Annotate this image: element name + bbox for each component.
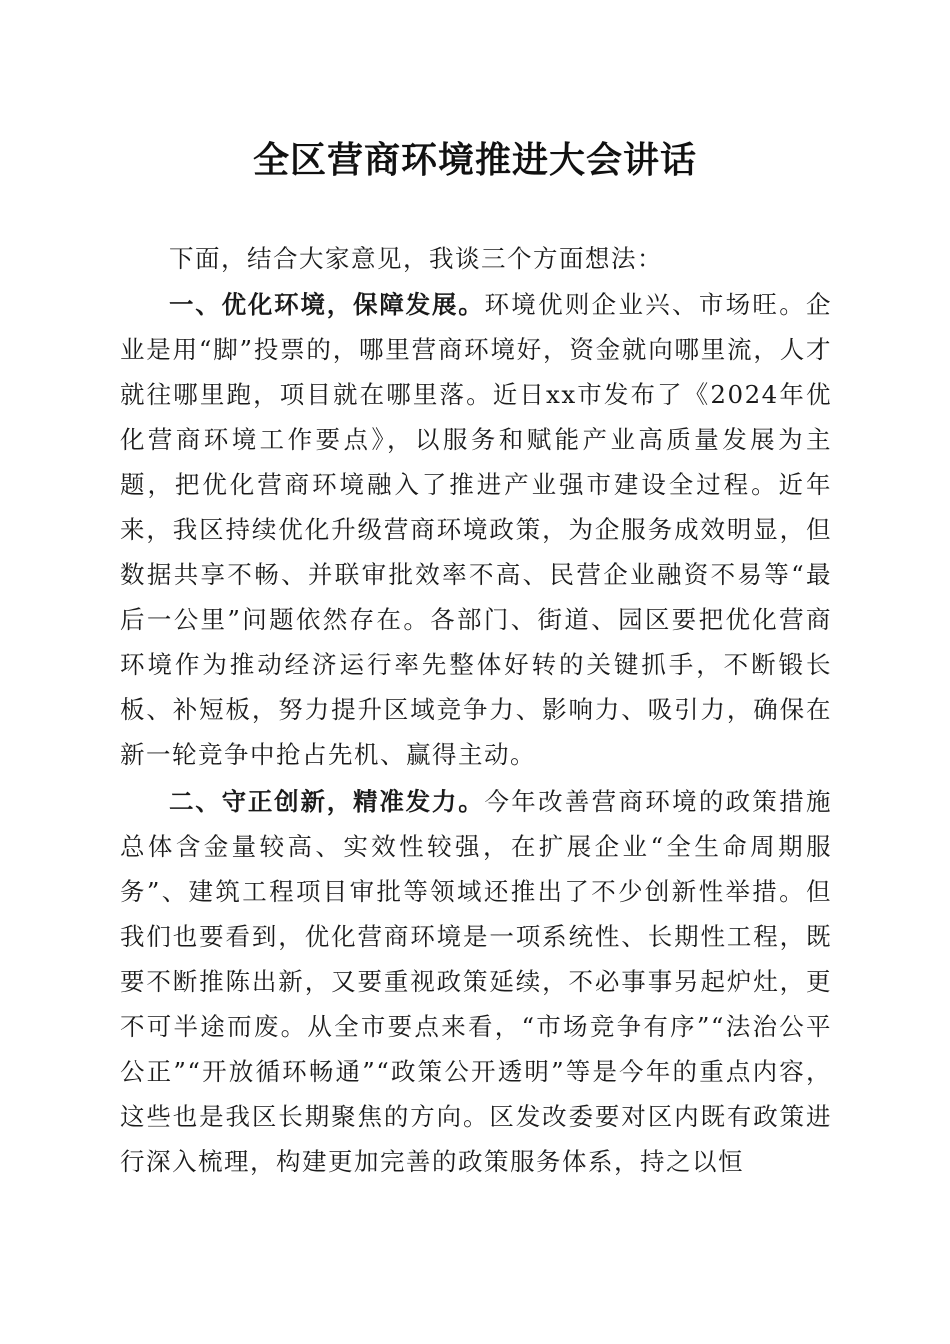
- paragraph-section-2: [120, 779, 832, 1184]
- paragraph-intro: [120, 236, 832, 281]
- paragraph-text: 今年改善营商环境的政策措施总体含金量较高、实效性较强，在扩展企业“全生命周期服务”、建筑工程项目审批等领域还推出了不少创新性举措。但我们也要看到，优化营商环境是一项系统性、长期性工程，既要不断推陈出新，又要重视政策延续，不必事事另起炉灶，更不可半途而废。从全市要点来看，“市场竞争有序”“法治公平公正”“开放循环畅通”“政策公开透明”等是今年的重点内容，这些也是我区长期聚焦的方向。区发改委要对区内既有政策进行深入梳理，构建更加完善的政策服务体系，持之以恒: [120, 787, 832, 1176]
- paragraph-section-1: [120, 282, 832, 777]
- section-heading: 一、优化环境，保障发展。: [169, 290, 485, 319]
- paragraph-text: 环境优则企业兴、市场旺。企业是用“脚”投票的，哪里营商环境好，资金就向哪里流，人才就往哪里跑，项目就在哪里落。近日xx市发布了《2024年优化营商环境工作要点》，以服务和赋能产业高质量发展为主题，把优化营商环境融入了推进产业强市建设全过程。近年来，我区持续优化升级营商环境政策，为企服务成效明显，但数据共享不畅、并联审批效率不高、民营企业融资不易等“最后一公里”问题依然存在。各部门、街道、园区要把优化营商环境作为推动经济运行率先整体好转的关键抓手，不断锻长板、补短板，努力提升区域竞争力、影响力、吸引力，确保在新一轮竞争中抢占先机、赢得主动。: [120, 290, 832, 769]
- document-body: [120, 236, 832, 1185]
- paragraph-text: 下面，结合大家意见，我谈三个方面想法：: [169, 244, 663, 273]
- section-heading: 二、守正创新，精准发力。: [169, 787, 485, 816]
- document-title: 全区营商环境推进大会讲话: [252, 139, 697, 181]
